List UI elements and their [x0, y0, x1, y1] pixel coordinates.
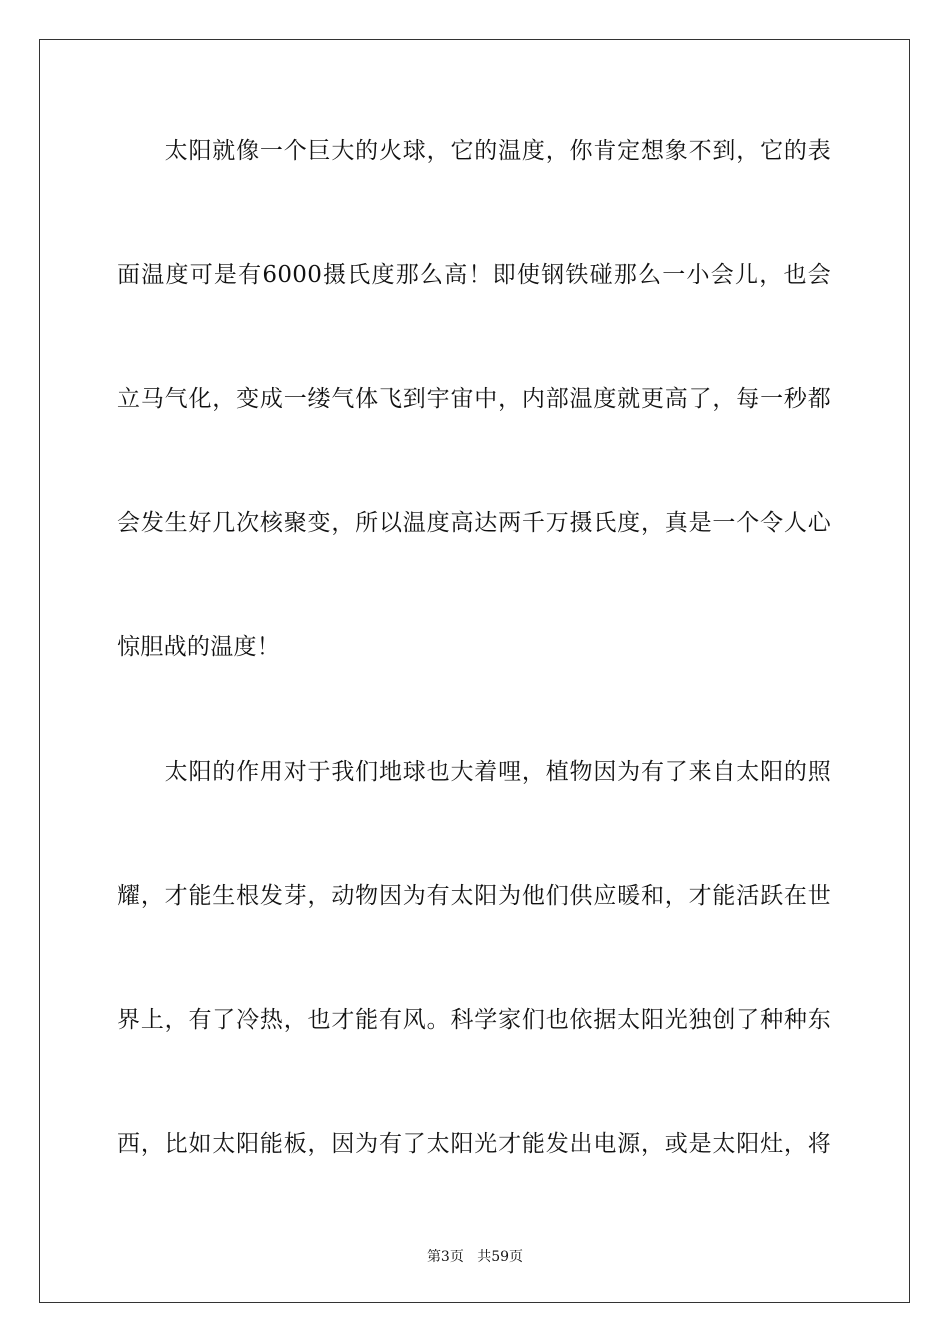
text-line-2: 面温度可是有6000摄氏度那么高！即使钢铁碰那么一小会儿，也会	[117, 262, 831, 288]
text-line-8: 界上，有了冷热，也才能有风。科学家们也依据太阳光独创了种种东	[117, 1007, 831, 1033]
page-border	[39, 39, 910, 1303]
page-footer	[0, 1248, 950, 1266]
text-line-4: 会发生好几次核聚变，所以温度高达两千万摄氏度，真是一个令人心	[117, 510, 831, 536]
page-number: 第3页	[426, 1249, 464, 1265]
text-line-3: 立马气化，变成一缕气体飞到宇宙中，内部温度就更高了，每一秒都	[117, 386, 831, 412]
text-line-7: 耀，才能生根发芽，动物因为有太阳为他们供应暖和，才能活跃在世	[117, 883, 831, 909]
page-total: 共59页	[477, 1249, 524, 1265]
text-line-6: 太阳的作用对于我们地球也大着哩，植物因为有了来自太阳的照	[117, 759, 831, 785]
text-line-5: 惊胆战的温度！	[117, 634, 281, 660]
text-line-9: 西，比如太阳能板，因为有了太阳光才能发出电源，或是太阳灶，将	[117, 1131, 831, 1157]
text-line-1: 太阳就像一个巨大的火球，它的温度，你肯定想象不到，它的表	[117, 138, 831, 164]
